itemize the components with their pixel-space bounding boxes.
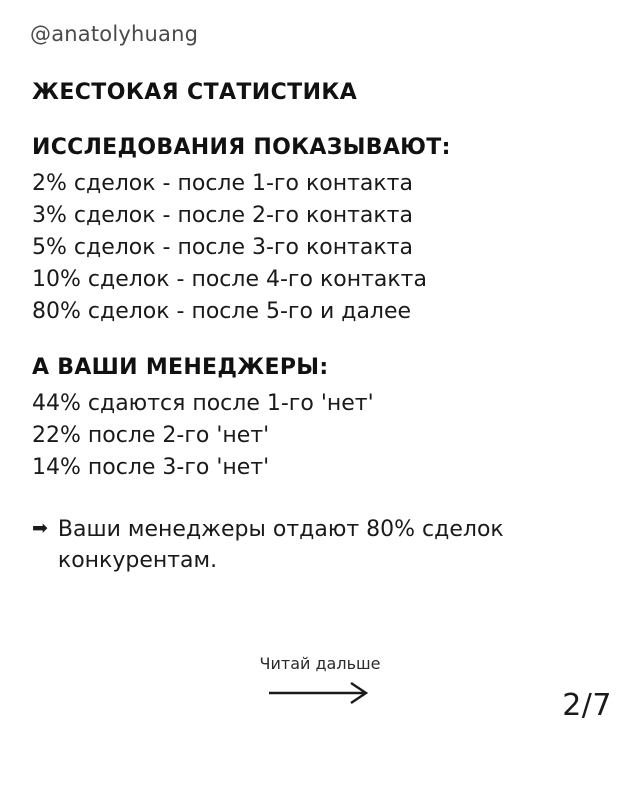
section-research [30, 135, 610, 329]
page-title: ЖЕСТОКАЯ СТАТИСТИКА [32, 80, 358, 105]
author-handle: @anatolyhuang [30, 22, 199, 46]
long-right-arrow-icon [0, 680, 640, 710]
read-more-label: Читай дальше [259, 654, 381, 673]
page-indicator: 2/7 [562, 688, 612, 723]
slide-footer [0, 654, 640, 774]
right-arrow-icon: ➡ [32, 516, 48, 539]
stat-line: 14% после 3-го 'нет' [32, 454, 270, 480]
stat-line: 2% сделок - после 1-го контакта [32, 171, 413, 196]
section-title: ИССЛЕДОВАНИЯ ПОКАЗЫВАЮТ: [32, 135, 451, 160]
stat-line: 10% сделок - после 4-го контакта [32, 267, 427, 293]
stat-line: 5% сделок - после 3-го контакта [32, 235, 413, 261]
section-managers [30, 355, 610, 484]
stat-line: 3% сделок - после 2-го контакта [32, 203, 413, 229]
conclusion-block [30, 514, 592, 576]
section-title: А ВАШИ МЕНЕДЖЕРЫ: [32, 354, 329, 380]
stat-line: 22% после 2-го 'нет' [32, 422, 270, 448]
conclusion-text: Ваши менеджеры отдают 80% сделок конкурентам. [57, 516, 504, 574]
stat-line: 44% сдаются после 1-го 'нет' [32, 390, 374, 416]
stat-line: 80% сделок - после 5-го и далее [32, 299, 412, 325]
